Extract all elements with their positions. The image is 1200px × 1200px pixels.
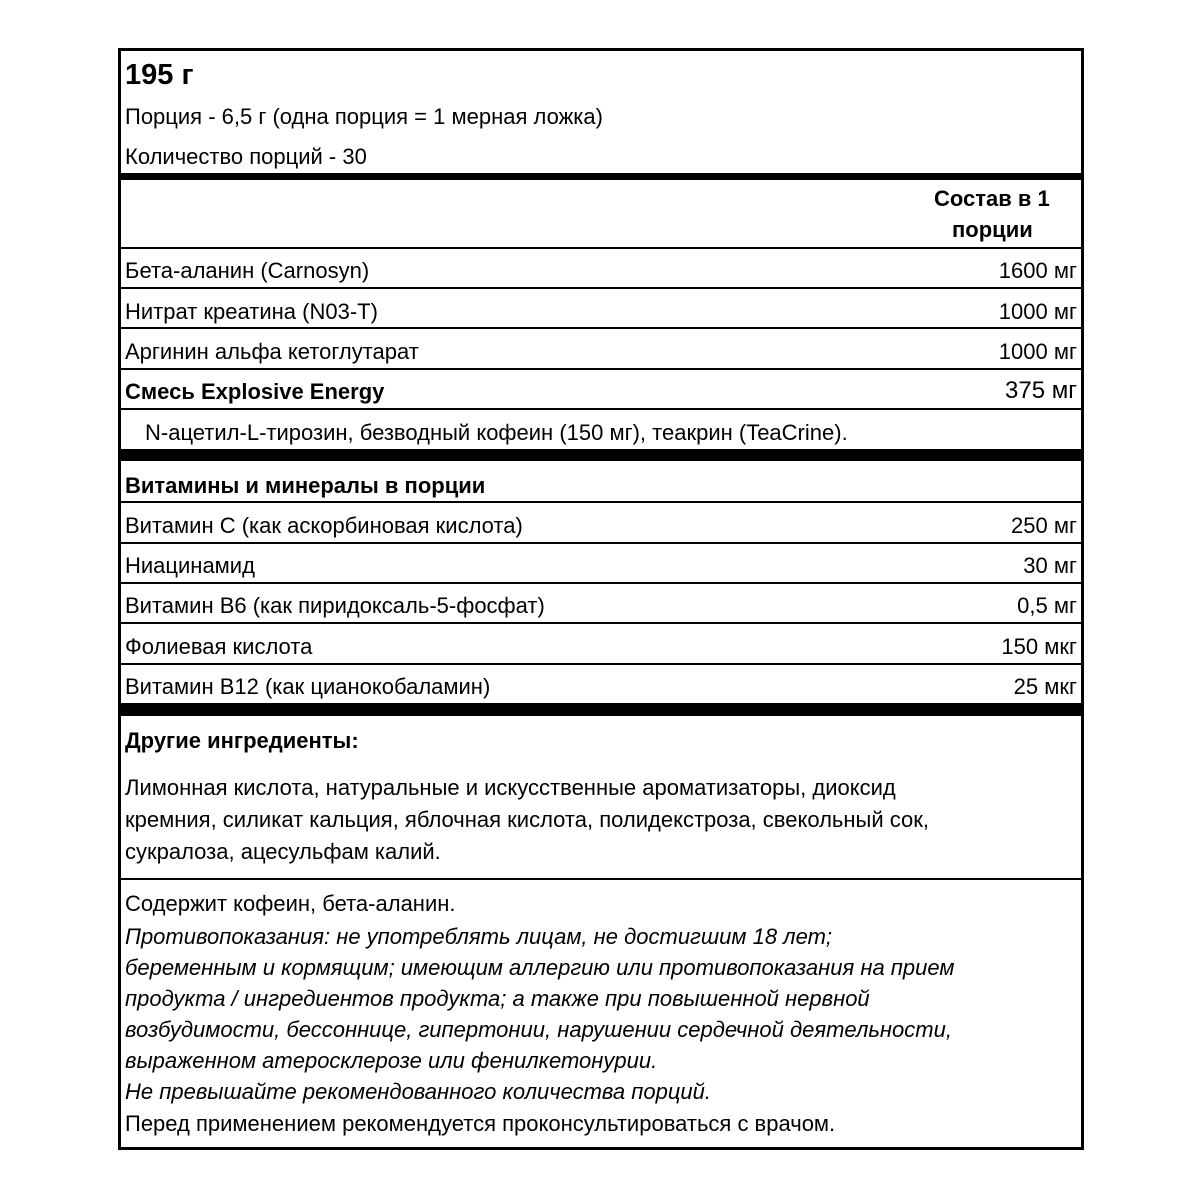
divider [121,542,1081,544]
vitamin-name: Фолиевая кислота [125,634,313,659]
column-header-line1: Состав в 1 [934,186,1050,211]
other-ingredients-line: сукралоза, ацесульфам калий. [125,839,441,864]
ingredient-amount: 1000 мг [998,339,1077,364]
divider [121,327,1081,329]
divider [121,408,1081,410]
vitamin-amount: 25 мкг [1013,674,1077,699]
ingredient-amount: 1000 мг [998,299,1077,324]
vitamin-name: Ниацинамид [125,553,255,578]
divider [121,663,1081,665]
divider-thick [121,703,1081,716]
blend-amount: 375 мг [1005,377,1077,404]
vitamin-amount: 30 мг [1023,553,1077,578]
divider [121,878,1081,880]
ingredient-name: Аргинин альфа кетоглутарат [125,339,419,364]
divider-thick [121,449,1081,461]
divider [121,582,1081,584]
other-ingredients-line: кремния, силикат кальция, яблочная кислота, полидекстроза, свекольный сок, [125,807,929,832]
column-header-line2: порции [952,217,1033,242]
vitamin-amount: 0,5 мг [1017,593,1077,618]
servings-count: Количество порций - 30 [125,144,367,169]
vitamin-amount: 250 мг [1011,513,1077,538]
contraindications-line: выраженном атеросклерозе или фенилкетонурии. [125,1048,658,1073]
vitamins-title: Витамины и минералы в порции [125,473,486,498]
ingredient-name: Бета-аланин (Carnosyn) [125,258,370,283]
contraindications-line: продукта / ингредиентов продукта; а также при повышенной нервной [125,986,870,1011]
blend-name: Смесь Explosive Energy [125,379,385,404]
other-ingredients-line: Лимонная кислота, натуральные и искусственные ароматизаторы, диоксид [125,775,896,800]
divider [121,287,1081,289]
divider [121,368,1081,370]
vitamin-name: Витамин В6 (как пиридоксаль-5-фосфат) [125,593,545,618]
net-weight: 195 г [125,59,194,91]
contraindications-line: беременным и кормящим; имеющим аллергию или противопоказания на прием [125,955,955,980]
ingredient-amount: 1600 мг [998,258,1077,283]
contraindications-line: Противопоказания: не употреблять лицам, не достигшим 18 лет; [125,924,833,949]
other-ingredients-title: Другие ингредиенты: [125,728,359,753]
divider [121,247,1081,249]
divider [121,622,1081,624]
contains-text: Содержит кофеин, бета-аланин. [125,891,456,916]
dosage-warning: Не превышайте рекомендованного количества порций. [125,1079,712,1104]
serving-size: Порция - 6,5 г (одна порция = 1 мерная ложка) [125,104,603,129]
contraindications-line: возбудимости, бессоннице, гипертонии, нарушении сердечной деятельности, [125,1017,952,1042]
vitamin-name: Витамин С (как аскорбиновая кислота) [125,513,523,538]
doctor-advice: Перед применением рекомендуется проконсультироваться с врачом. [125,1111,836,1136]
ingredient-name: Нитрат креатина (N03-T) [125,299,378,324]
nutrition-label [118,48,1084,1150]
vitamin-name: Витамин В12 (как цианокобаламин) [125,674,491,699]
divider-thick [121,173,1081,180]
vitamin-amount: 150 мкг [1001,634,1077,659]
blend-ingredients: N-ацетил-L-тирозин, безводный кофеин (150 мг), теакрин (TeaCrine). [145,420,848,445]
divider [121,501,1081,503]
